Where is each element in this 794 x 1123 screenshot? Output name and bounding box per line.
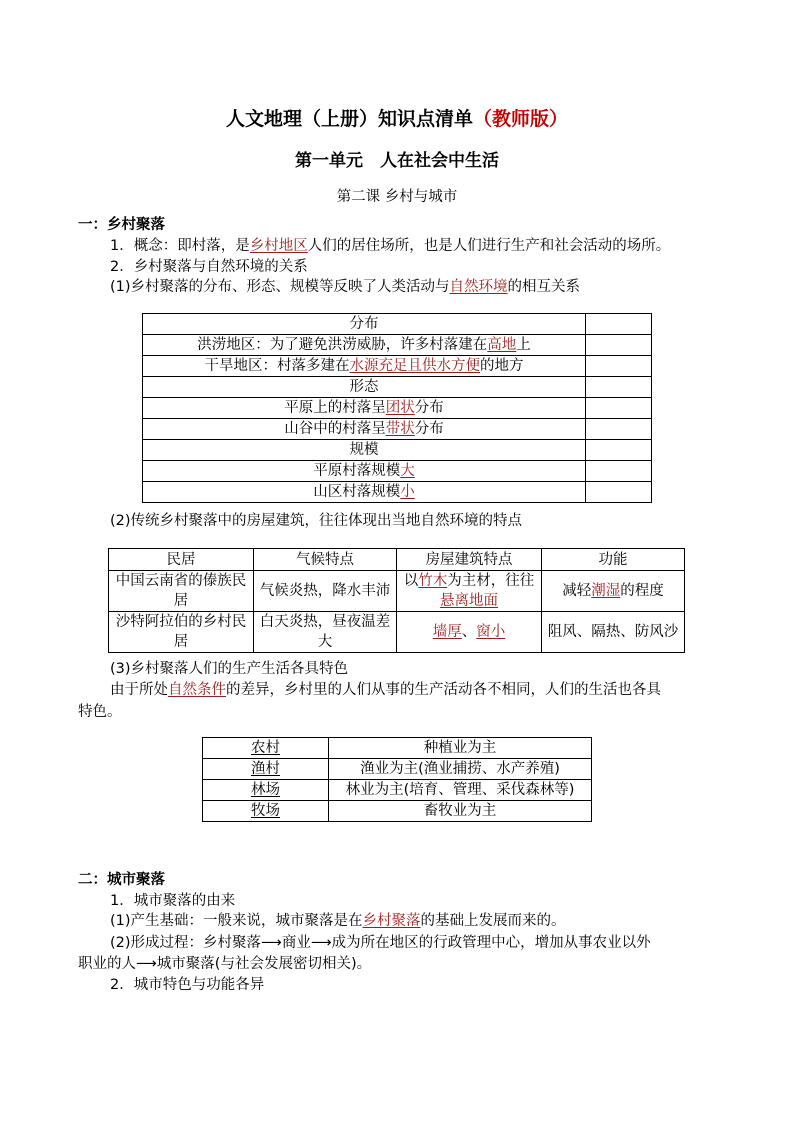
features-line: 2．城市特色与功能各异 [110,977,265,993]
table-cell: 形态 [143,377,586,398]
answer-blank: 团状 [385,400,415,416]
table-cell: 牧场 [203,801,329,822]
answer-blank: 墙厚 [432,624,462,640]
table-cell: 山区村落规模小 [143,482,586,503]
answer-blank: 带状 [385,421,415,437]
table-row [143,377,652,398]
table-cell: 中国云南省的傣族民居 [109,571,254,612]
table-row [143,440,652,461]
table-cell: 洪涝地区：为了避免洪涝威胁，许多村落建在高地上 [143,335,586,356]
dwelling-table [108,548,685,653]
table-cell: 种植业为主 [329,738,592,759]
answer-blank: 小 [400,484,415,500]
table-cell: 畜牧业为主 [329,801,592,822]
table-row [143,482,652,503]
table-cell: 农村 [203,738,329,759]
table-row [203,801,592,822]
table-cell: 减轻潮湿的程度 [542,571,685,612]
table-cell: 渔业为主(渔业捕捞、水产养殖) [329,759,592,780]
header-cell: 房屋建筑特点 [397,549,542,571]
answer-blank: 悬离地面 [440,593,498,609]
point3-line: (3)乡村聚落人们的生产生活各具特色 [110,661,349,677]
table-cell: 气候炎热，降水丰沛 [254,571,397,612]
answer-blank: 窗小 [476,624,506,640]
title-main: 人文地理（上册）知识点清单 [225,108,473,130]
table-cell: 规模 [143,440,586,461]
table-cell: 山谷中的村落呈带状分布 [143,419,586,440]
table-row [203,759,592,780]
answer-blank: 潮湿 [591,583,621,599]
answer-blank: 高地 [487,337,517,353]
village-type-table [202,737,592,822]
table-cell [586,314,652,335]
table-cell: 林场 [203,780,329,801]
origin-line: 1．城市聚落的由来 [110,893,236,909]
point1-line: (1)乡村聚落的分布、形态、规模等反映了人类活动与自然环境的相互关系 [110,279,581,295]
table-row [143,398,652,419]
relation-line: 2．乡村聚落与自然环境的关系 [110,259,308,275]
settlement-environment-table [142,313,652,503]
table-cell: 平原村落规模大 [143,461,586,482]
table-row [143,356,652,377]
table-row [203,738,592,759]
table-cell: 林业为主(培育、管理、采伐森林等) [329,780,592,801]
table-row [203,780,592,801]
process-line1: (2)形成过程：乡村聚落⟶商业⟶成为所在地区的行政管理中心，增加从事农业以外 [110,935,651,951]
table-row [143,461,652,482]
table-header-row [109,549,685,571]
table-row [143,335,652,356]
table-row [109,612,685,653]
lesson-title: 第二课 乡村与城市 [336,189,458,205]
answer-blank: 自然条件 [168,682,226,698]
table-row [143,419,652,440]
table-row [109,571,685,612]
process-line2: 职业的人⟶城市聚落(与社会发展密切相关)。 [78,956,372,972]
table-cell: 平原上的村落呈团状分布 [143,398,586,419]
answer-blank: 乡村地区 [249,238,308,254]
answer-blank: 水源充足且供水方便 [349,358,480,374]
basis-line: (1)产生基础：一般来说，城市聚落是在乡村聚落的基础上发展而来的。 [110,913,566,929]
table-cell: 分布 [143,314,586,335]
point2-line: (2)传统乡村聚落中的房屋建筑，往往体现出当地自然环境的特点 [110,513,523,529]
table-cell: 以竹木为主材，往往悬离地面 [397,571,542,612]
section1-heading: 一：乡村聚落 [78,217,165,233]
header-cell: 民居 [109,549,254,571]
answer-blank: 竹木 [418,573,448,589]
table-row [143,314,652,335]
title-edition: （教师版） [473,108,569,130]
concept-line: 1．概念：即村落，是乡村地区人们的居住场所，也是人们进行生产和社会活动的场所。 [110,238,671,254]
table-cell: 干旱地区：村落多建在水源充足且供水方便的地方 [143,356,586,377]
table-cell: 阻风、隔热、防风沙 [542,612,685,653]
answer-blank: 自然环境 [449,279,508,295]
unit-title: 第一单元 人在社会中生活 [295,151,499,171]
table-cell: 白天炎热，昼夜温差大 [254,612,397,653]
table-cell: 墙厚、窗小 [397,612,542,653]
answer-blank: 乡村聚落 [362,913,421,929]
section2-heading: 二：城市聚落 [78,872,165,888]
header-cell: 气候特点 [254,549,397,571]
table-cell: 渔村 [203,759,329,780]
table-cell: 沙特阿拉伯的乡村民居 [109,612,254,653]
header-cell: 功能 [542,549,685,571]
page-title [0,104,794,131]
answer-blank: 大 [400,463,415,479]
para-line2: 特色。 [78,704,122,720]
para-line1: 由于所处自然条件的差异，乡村里的人们从事的生产活动各不相同，人们的生活也各具 [110,682,661,698]
